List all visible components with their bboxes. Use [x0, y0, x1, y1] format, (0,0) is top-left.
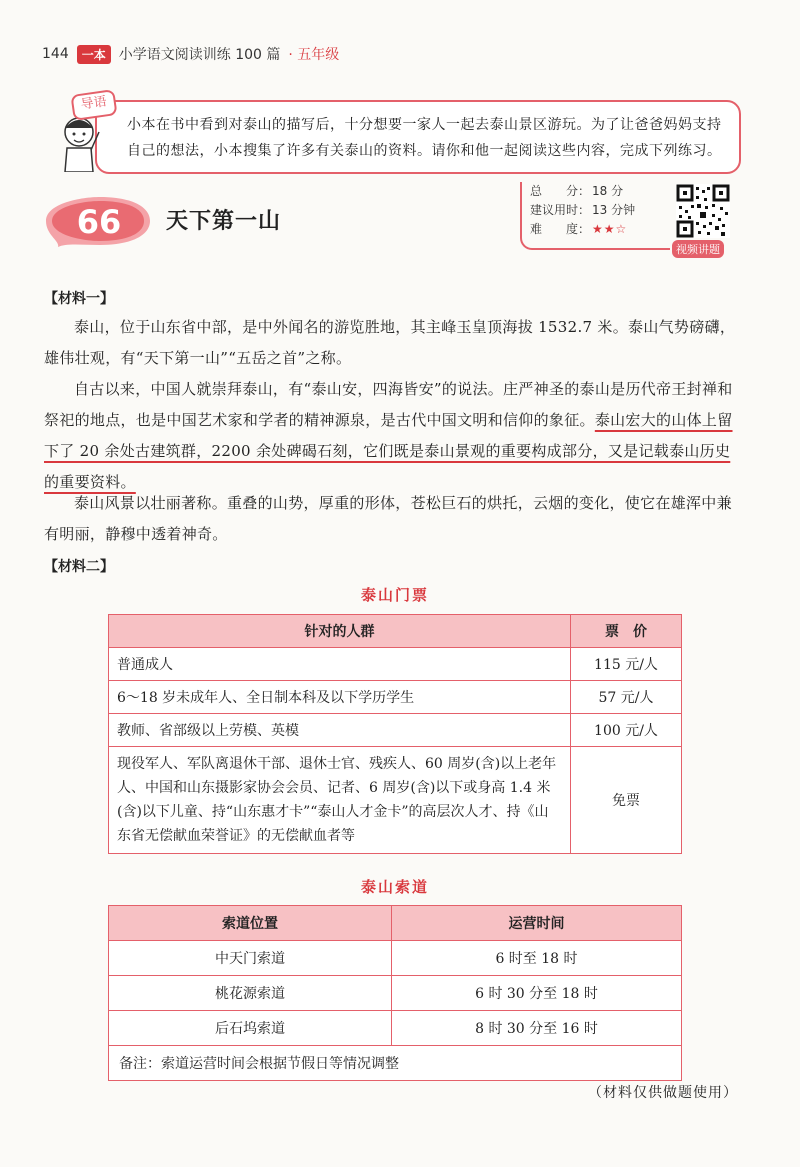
ticket-price: 115 元/人 [571, 648, 682, 681]
ticket-table-header [109, 615, 682, 648]
cableway-location: 后石坞索道 [109, 1011, 392, 1046]
cableway-location: 中天门索道 [109, 941, 392, 976]
meta-score-value: 18 分 [592, 184, 624, 198]
ticket-price: 免票 [571, 747, 682, 854]
material1-para2 [44, 374, 744, 498]
ticket-group: 普通成人 [109, 648, 571, 681]
cableway-hours: 6 时至 18 时 [392, 941, 682, 976]
intro-box [95, 100, 741, 174]
meta-time-key: 建议用时： [530, 203, 591, 217]
table-row [109, 1046, 682, 1081]
ticket-group: 现役军人、军队离退休干部、退休士官、残疾人、60 周岁(含)以上老年人、中国和山东摄影家协会会员、记者、6 周岁(含)以下或身高 1.4 米(含)以下儿童、持“山东惠才卡”“泰山人才金卡”的高层次人才、持《山东省无偿献血荣誉证》的无偿献血者等 [109, 747, 571, 854]
ticket-group: 教师、省部级以上劳模、英模 [109, 714, 571, 747]
grade-label: · 五年级 [288, 47, 340, 63]
ticket-header-group: 针对的人群 [109, 615, 571, 648]
meta-time-value: 13 分钟 [592, 203, 636, 217]
page-header [42, 44, 339, 64]
cableway-table-caption: 泰山索道 [360, 878, 429, 896]
cableway-table [108, 905, 682, 1081]
material1-para1: 泰山，位于山东省中部，是中外闻名的游览胜地，其主峰玉皇顶海拔 1532.7 米。泰山气势磅礴，雄伟壮观，有“天下第一山”“五岳之首”之称。 [44, 318, 736, 367]
table-row [109, 648, 682, 681]
lesson-number-bubble [42, 193, 154, 249]
table-row [109, 1011, 682, 1046]
material1-para2-underlined: 泰山宏大的山体上留下了 20 余处古建筑群，2200 余处碑碣石刻，它们既是泰山景观的重要构成部分，又是记载泰山历史的重要资料。 [44, 411, 733, 491]
ticket-table [108, 614, 682, 854]
cableway-header-hours: 运营时间 [392, 906, 682, 941]
ticket-table-caption: 泰山门票 [360, 586, 429, 604]
book-title: 小学语文阅读训练 100 篇 [118, 47, 281, 63]
cableway-hours: 8 时 30 分至 16 时 [392, 1011, 682, 1046]
cableway-table-header [109, 906, 682, 941]
material1-para2-text: 自古以来，中国人就崇拜泰山，有“泰山安，四海皆安”的说法。庄严神圣的泰山是历代帝王封禅和祭祀的地点，也是中国艺术家和学者的精神源泉，是古代中国文明和信仰的象征。 [44, 380, 733, 429]
intro-badge: 导语 [70, 89, 117, 121]
difficulty-stars: ★★☆ [592, 222, 628, 236]
page-number: 144 [42, 46, 69, 62]
meta-difficulty-key: 难 度： [530, 222, 591, 236]
table-row [109, 941, 682, 976]
ticket-price: 57 元/人 [571, 681, 682, 714]
material1-heading: 【材料一】 [44, 291, 114, 307]
qr-code-icon[interactable] [676, 184, 730, 238]
ticket-group: 6～18 岁未成年人、全日制本科及以下学历学生 [109, 681, 571, 714]
material1-para3: 泰山风景以壮丽著称。重叠的山势，厚重的形体，苍松巨石的烘托，云烟的变化，使它在雄浑中兼有明丽，静穆中透着神奇。 [44, 494, 732, 543]
meta-score-key: 总 分： [530, 184, 591, 198]
intro-text: 小本在书中看到对泰山的描写后，十分想要一家人一起去泰山景区游玩。为了让爸爸妈妈支持自己的想法，小本搜集了许多有关泰山的资料。请你和他一起阅读这些内容，完成下列练习。 [127, 117, 722, 159]
lesson-title: 天下第一山 [166, 209, 282, 234]
video-explain-label[interactable]: 视频讲题 [672, 240, 724, 258]
ticket-header-price: 票 价 [571, 615, 682, 648]
series-logo: 一本 [77, 45, 111, 64]
cableway-header-location: 索道位置 [109, 906, 392, 941]
cableway-note: 备注：索道运营时间会根据节假日等情况调整 [109, 1046, 682, 1081]
footer-note: （材料仅供做题使用） [588, 1085, 738, 1101]
table-row [109, 976, 682, 1011]
meta-time [522, 201, 670, 220]
table-row [109, 681, 682, 714]
cableway-hours: 6 时 30 分至 18 时 [392, 976, 682, 1011]
ticket-price: 100 元/人 [571, 714, 682, 747]
lesson-meta [520, 182, 670, 250]
meta-difficulty [522, 220, 670, 239]
table-row [109, 714, 682, 747]
cableway-location: 桃花源索道 [109, 976, 392, 1011]
table-row [109, 747, 682, 854]
meta-score [522, 182, 670, 201]
lesson-number: 66 [76, 203, 122, 241]
material2-heading: 【材料二】 [44, 559, 114, 575]
